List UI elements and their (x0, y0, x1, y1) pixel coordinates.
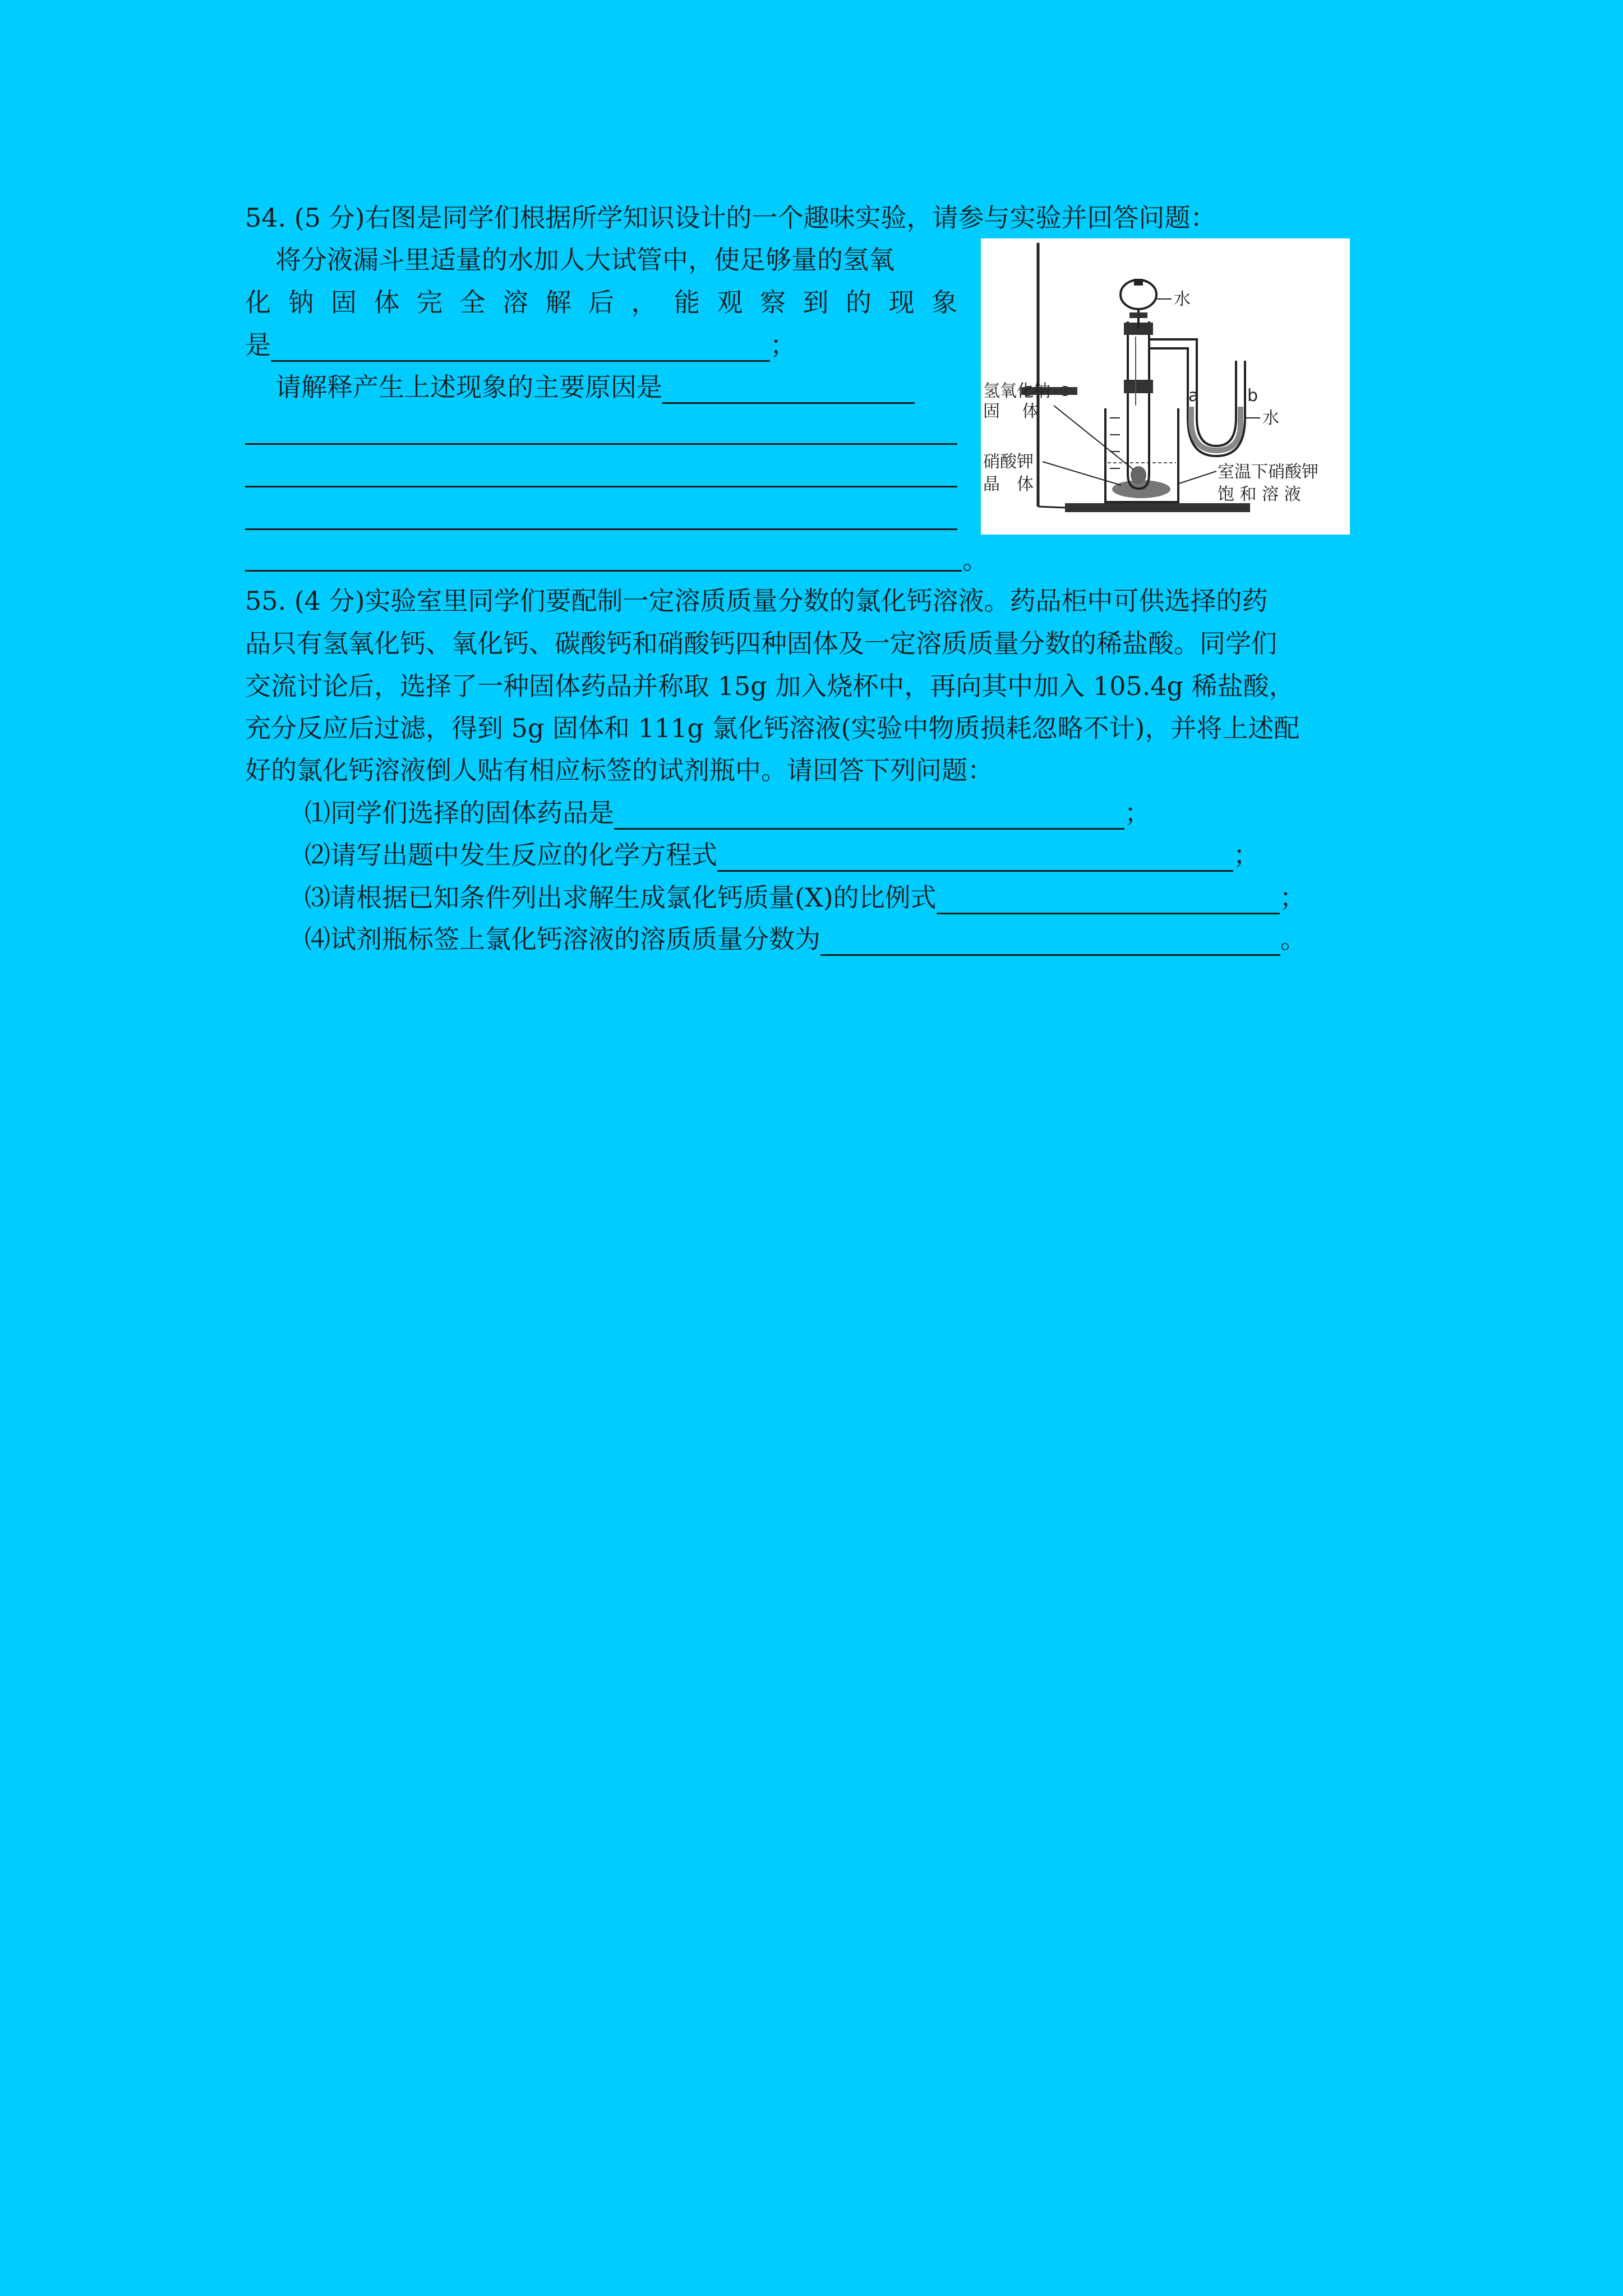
label-kno3-line2: 晶 体 (983, 475, 1034, 494)
experiment-apparatus-figure (981, 238, 1350, 535)
q55-sub4-prompt: ⑷试剂瓶标签上氯化钙溶液的溶质质量分数为 (305, 924, 820, 954)
q55-line3: 交流讨论后，选择了一种固体药品并称取 15g 加入烧杯中，再向其中加入 105.4g 稀盐酸， (245, 671, 1295, 701)
q54-line2-char: 能 (674, 287, 700, 318)
q54-paragraph2-line1 (275, 370, 915, 404)
q54-reason-answer-blank-4[interactable] (245, 528, 957, 530)
q54-reason-answer-blank-3[interactable] (245, 486, 957, 487)
q55-sub1-suffix: ； (1124, 798, 1150, 828)
q54-line2-char: 的 (846, 287, 872, 318)
q54-reason-answer-blank-5[interactable] (245, 570, 962, 572)
q54-reason-prompt: 请解释产生上述现象的主要原因是 (275, 372, 662, 402)
q54-line2-char: 钠 (288, 287, 314, 318)
q54-line2-char: 后 (588, 287, 614, 318)
q54-line2-char: 到 (803, 287, 829, 318)
q55-sub1-answer-blank[interactable] (614, 800, 1124, 830)
q55-line1: 55. (4 分)实验室里同学们要配制一定溶质质量分数的氯化钙溶液。药品柜中可供选择的药 (245, 586, 1268, 616)
q55-sub2-suffix: ； (1233, 840, 1259, 870)
label-water-top: 水 (1174, 289, 1191, 309)
q55-subquestion-1 (305, 796, 1150, 830)
q54-header: 54. (5 分)右图是同学们根据所学知识设计的一个趣味实验，请参与实验并回答问题： (245, 203, 1216, 233)
q54-line2-char: 溶 (502, 287, 528, 318)
apparatus-diagram (981, 238, 1350, 535)
q55-sub2-answer-blank[interactable] (717, 842, 1233, 872)
q54-line2-char: 全 (459, 287, 486, 318)
label-water-right: 水 (1262, 408, 1279, 428)
q54-line2-char: 观 (717, 287, 743, 318)
q55-sub4-suffix: 。 (1280, 924, 1306, 954)
large-test-tube (1128, 321, 1149, 489)
q54-line2-char: 完 (417, 287, 442, 318)
q54-paragraph1-line3 (245, 328, 796, 362)
q54-line3-prefix: 是 (245, 330, 271, 360)
q54-paragraph1-line1: 将分液漏斗里适量的水加人大试管中，使足够量的氢氧 (275, 245, 895, 275)
q55-sub3-prompt: ⑶请根据已知条件列出求解生成氯化钙质量(X)的比例式 (305, 882, 937, 913)
label-a: a (1188, 386, 1199, 406)
label-naoh-line1: 氢氧化钠 (983, 381, 1050, 401)
label-solution-line2: 饱 和 溶 液 (1218, 485, 1301, 504)
q54-line2-char: ， (631, 287, 657, 318)
q54-line2-char: 体 (374, 287, 400, 318)
q54-line3-suffix: ； (770, 330, 796, 360)
q55-sub3-suffix: ； (1279, 882, 1306, 913)
label-kno3-line1: 硝酸钾 (983, 452, 1034, 472)
q55-subquestion-2 (305, 838, 1259, 872)
q54-line2-char: 象 (932, 287, 957, 318)
q54-reason-answer-blank-1[interactable] (662, 374, 915, 404)
q54-line2-char: 现 (888, 287, 915, 318)
q54-reason-answer-blank-2[interactable] (245, 443, 957, 445)
q54-line2-char: 固 (331, 287, 357, 318)
q55-sub4-answer-blank[interactable] (820, 926, 1280, 956)
stand-base (1065, 503, 1250, 512)
q55-subquestion-3 (305, 881, 1306, 914)
q55-line4: 充分反应后过滤，得到 5g 固体和 111g 氯化钙溶液(实验中物质损耗忽略不计)，并将上述配 (245, 713, 1300, 743)
q55-sub3-answer-blank[interactable] (937, 885, 1280, 914)
q55-subquestion-4 (305, 922, 1306, 956)
q54-paragraph1-line2 (245, 286, 957, 319)
q55-line2: 品只有氢氧化钙、氧化钙、碳酸钙和硝酸钙四种固体及一定溶质质量分数的稀盐酸。同学们 (245, 628, 1277, 659)
q54-line2-char: 解 (545, 287, 571, 318)
label-naoh-line2: 固 体 (983, 402, 1039, 421)
q54-line2-char: 察 (760, 287, 786, 318)
q55-line5: 好的氯化钙溶液倒人贴有相应标签的试剂瓶中。请回答下列问题： (245, 755, 993, 785)
q54-end-period: 。 (962, 545, 988, 575)
q54-phenomenon-answer-blank[interactable] (271, 332, 770, 362)
q54-line2-char: 化 (245, 287, 271, 318)
q55-sub1-prompt: ⑴同学们选择的固体药品是 (305, 798, 614, 828)
q55-sub2-prompt: ⑵请写出题中发生反应的化学方程式 (305, 840, 717, 870)
label-b: b (1247, 386, 1258, 406)
label-solution-line1: 室温下硝酸钾 (1218, 462, 1318, 482)
